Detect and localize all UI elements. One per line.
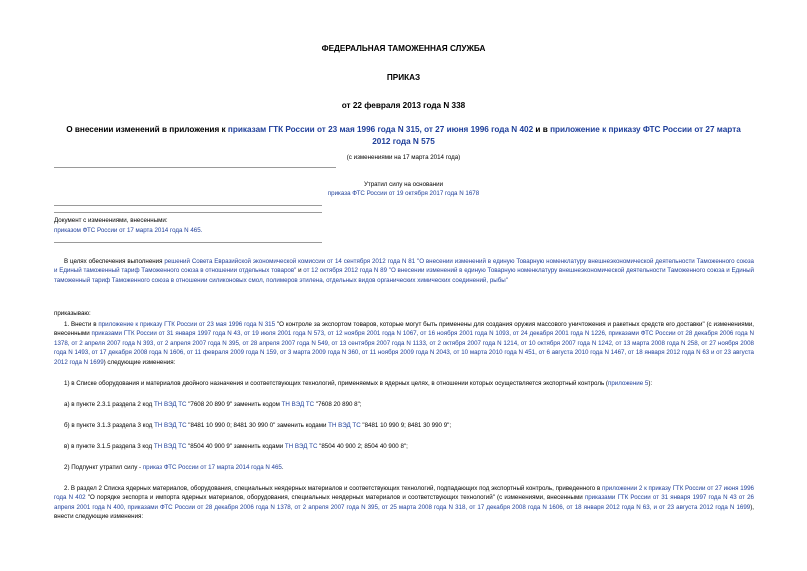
link-appendix-5[interactable]: приложение 5 <box>607 380 649 387</box>
divider <box>54 167 336 168</box>
link-eec-decision-89[interactable]: от 12 октября 2012 года N 89 "О внесении изменений в единую Товарную номенклатуру внешнеэкономической деятельности Таможенного союза и Единый таможенный тариф Таможенного союза в отношении силиконовых смол, полимеров этилена, отдельных видов органических химических соединений, рыбы" <box>54 267 755 284</box>
link-tnved[interactable]: ТН ВЭД ТС <box>328 422 361 429</box>
subparagraph-1-2: 2) Подпункт утратил силу - приказ ФТС России от 17 марта 2014 года N 465. <box>64 464 284 471</box>
item-v: в) в пункте 3.1.5 раздела 3 код ТН ВЭД ТС "8504 40 900 9" заменить кодами ТН ВЭД ТС "8504 40 900 2; 8504 40 900 8"; <box>64 443 408 450</box>
item-b: б) в пункте 3.1.3 раздела 3 код ТН ВЭД ТС "8481 10 990 0; 8481 30 990 0" заменить кодами ТН ВЭД ТС "8481 10 990 9; 8481 30 990 9"; <box>64 422 452 429</box>
link-fts-order-575[interactable]: приложение к приказу ФТС России от 27 марта 2012 года N 575 <box>372 125 741 146</box>
changes-link-wrap <box>54 226 202 235</box>
prikazyvayu: приказываю: <box>54 310 91 317</box>
agency-name: ФЕДЕРАЛЬНАЯ ТАМОЖЕННАЯ СЛУЖБА <box>321 44 486 53</box>
changes-label: Документ с изменениями, внесенными: <box>54 217 168 224</box>
divider <box>54 242 322 243</box>
link-fts-order-465[interactable]: приказом ФТС России от 17 марта 2014 года N 465. <box>54 227 203 234</box>
paragraph-1: 1. Внести в приложение к приказу ГТК России от 23 мая 1996 года N 315 "О контроле за экспортом товаров, которые могут быть применены для создания оружия массового уничтожения и ракетных средств его доставки" (с изменениями, внесенными приказами ГТК России от 31 января 1997 года N 43, от 19 июля 2001 года N 573, от 12 ноября 2001 года N 1067, от 16 ноября 2001 года N 1093, от 24 декабря 2001 года N 1226, приказами ФТС России от 28 декабря 2006 года N 1378, от 2 апреля 2007 года N 393, от 2 апреля 2007 года N 395, от 28 апреля 2007 года N 549, от 13 сентября 2007 года N 1133, от 2 октября 2007 года N 1214, от 10 октября 2007 года N 1242, от 13 марта 2008 года N 258, от 27 ноября 2008 года N 1493, от 17 декабря 2008 года N 1606, от 11 февраля 2009 года N 159, от 3 марта 2009 года N 360, от 11 ноября 2009 года N 2043, от 10 марта 2010 года N 451, от 6 августа 2010 года N 1467, от 18 января 2012 года N 63 и от 23 августа 2012 года N 1699) следующие изменения: <box>54 321 754 366</box>
link-tnved[interactable]: ТН ВЭД ТС <box>284 443 318 450</box>
link-gtk-order-402[interactable]: приложении 2 к приказу ГТК России от 27 июня 1996 года N 402 <box>54 485 754 502</box>
divider <box>54 205 322 206</box>
paragraph-2: 2. В раздел 2 Списка ядерных материалов, оборудования, специальных неядерных материалов и соответствующих технологий, подпадающих под экспортный контроль, приведенного в приложении 2 к приказу ГТК России от 27 июня 1996 года N 402 "О порядке экспорта и импорта ядерных материалов, оборудования, специальных неядерных материалов и соответствующих технологий" (с изменениями, внесенными приказами ГТК России от 31 января 1997 года N 43 от 26 апреля 2001 года N 400, приказами ФТС России от 28 декабря 2006 года N 1378, от 2 апреля 2007 года N 395, от 25 марта 2008 года N 318, от 17 декабря 2008 года N 1606, от 18 января 2012 года N 63, и от 23 августа 2012 года N 1699), внести следующие изменения: <box>54 485 754 521</box>
link-gtk-order-315[interactable]: приложение к приказу ГТК России от 23 мая 1996 года N 315 <box>98 321 276 328</box>
link-fts-order-465-b[interactable]: приказ ФТС России от 17 марта 2014 года N 465 <box>142 464 282 471</box>
link-tnved[interactable]: ТН ВЭД ТС <box>153 401 187 408</box>
amended-note: (с изменениями на 17 марта 2014 года) <box>346 154 461 161</box>
link-amending-orders-1[interactable]: приказами ГТК России от 31 января 1997 года N 43, от 19 июля 2001 года N 573, от 12 ноября 2001 года N 1067, от 16 ноября 2001 года N 1093, от 24 декабря 2001 года N 1226, приказами ФТС России от 28 декабря 2006 года N 1378, от 2 апреля 2007 года N 393, от 2 апреля 2007 года N 395, от 28 апреля 2007 года N 549, от 13 сентября 2007 года N 1133, от 2 октября 2007 года N 1214, от 10 октября 2007 года N 1242, от 13 марта 2008 года N 258, от 27 ноября 2008 года N 1493, от 17 декабря 2008 года N 1606, от 11 февраля 2009 года N 159, от 3 марта 2009 года N 360, от 11 ноября 2009 года N 2043, от 10 марта 2010 года N 451, от 6 августа 2010 года N 1467, от 18 января 2012 года N 63 и от 23 августа 2012 года N 1699 <box>54 330 754 366</box>
link-fts-order-1678[interactable]: приказа ФТС России от 19 октября 2017 года N 1678 <box>327 190 480 197</box>
link-tnved[interactable]: ТН ВЭД ТС <box>153 443 187 450</box>
divider <box>54 212 322 213</box>
item-a: а) в пункте 2.3.1 раздела 2 код ТН ВЭД ТС "7608 20 890 9" заменить кодом ТН ВЭД ТС "7608 20 890 8"; <box>64 401 362 408</box>
link-tnved[interactable]: ТН ВЭД ТС <box>281 401 315 408</box>
doc-type: ПРИКАЗ <box>386 73 421 82</box>
subparagraph-1-1: 1) в Списке оборудования и материалов двойного назначения и соответствующих технологий, применяемых в ядерных целях, в отношении которых осуществляется экспортный контроль (приложение 5): <box>64 380 653 387</box>
intro-paragraph: В целях обеспечения выполнения решений Совета Евразийской экономической комиссии от 14 сентября 2012 года N 81 "О внесении изменений в единую Товарную номенклатуру внешнеэкономической деятельности Таможенного союза и Единый таможенный тариф Таможенного союза в отношении отдельных товаров" и от 12 октября 2012 года N 89 "О внесении изменений в единую Товарную номенклатуру внешнеэкономической деятельности Таможенного союза и Единый таможенный тариф Таможенного союза в отношении силиконовых смол, полимеров этилена, отдельных видов органических химических соединений, рыбы" <box>54 258 755 284</box>
link-tnved[interactable]: ТН ВЭД ТС <box>154 422 187 429</box>
doc-date-number: от 22 февраля 2013 года N 338 <box>341 101 466 110</box>
doc-subject: О внесении изменений в приложения к приказам ГТК России от 23 мая 1996 года N 315, от 27 июня 1996 года N 402 и в приложение к приказу ФТС России от 27 марта 2012 года N 575 <box>66 125 741 146</box>
lost-force-label: Утратил силу на основании <box>363 181 444 188</box>
lost-force-link-wrap <box>0 190 807 197</box>
link-amending-orders-2[interactable]: приказами ГТК России от 31 января 1997 года N 43 от 26 апреля 2001 года N 400, приказами ФТС России от 28 декабря 2006 года N 1378, от 2 апреля 2007 года N 395, от 25 марта 2008 года N 318, от 17 декабря 2008 года N 1606, от 18 января 2012 года N 63, и от 23 августа 2012 года N 1699 <box>54 494 754 511</box>
link-gtk-orders[interactable]: приказам ГТК России от 23 мая 1996 года N 315, от 27 июня 1996 года N 402 <box>227 125 534 134</box>
link-eec-decision-81[interactable]: решений Совета Евразийской экономической комиссии от 14 сентября 2012 года N 81 "О внесении изменений в единую Товарную номенклатуру внешнеэкономической деятельности Таможенного союза и Единый таможенный тариф Таможенного союза в отношении отдельных товаров" <box>54 258 754 275</box>
